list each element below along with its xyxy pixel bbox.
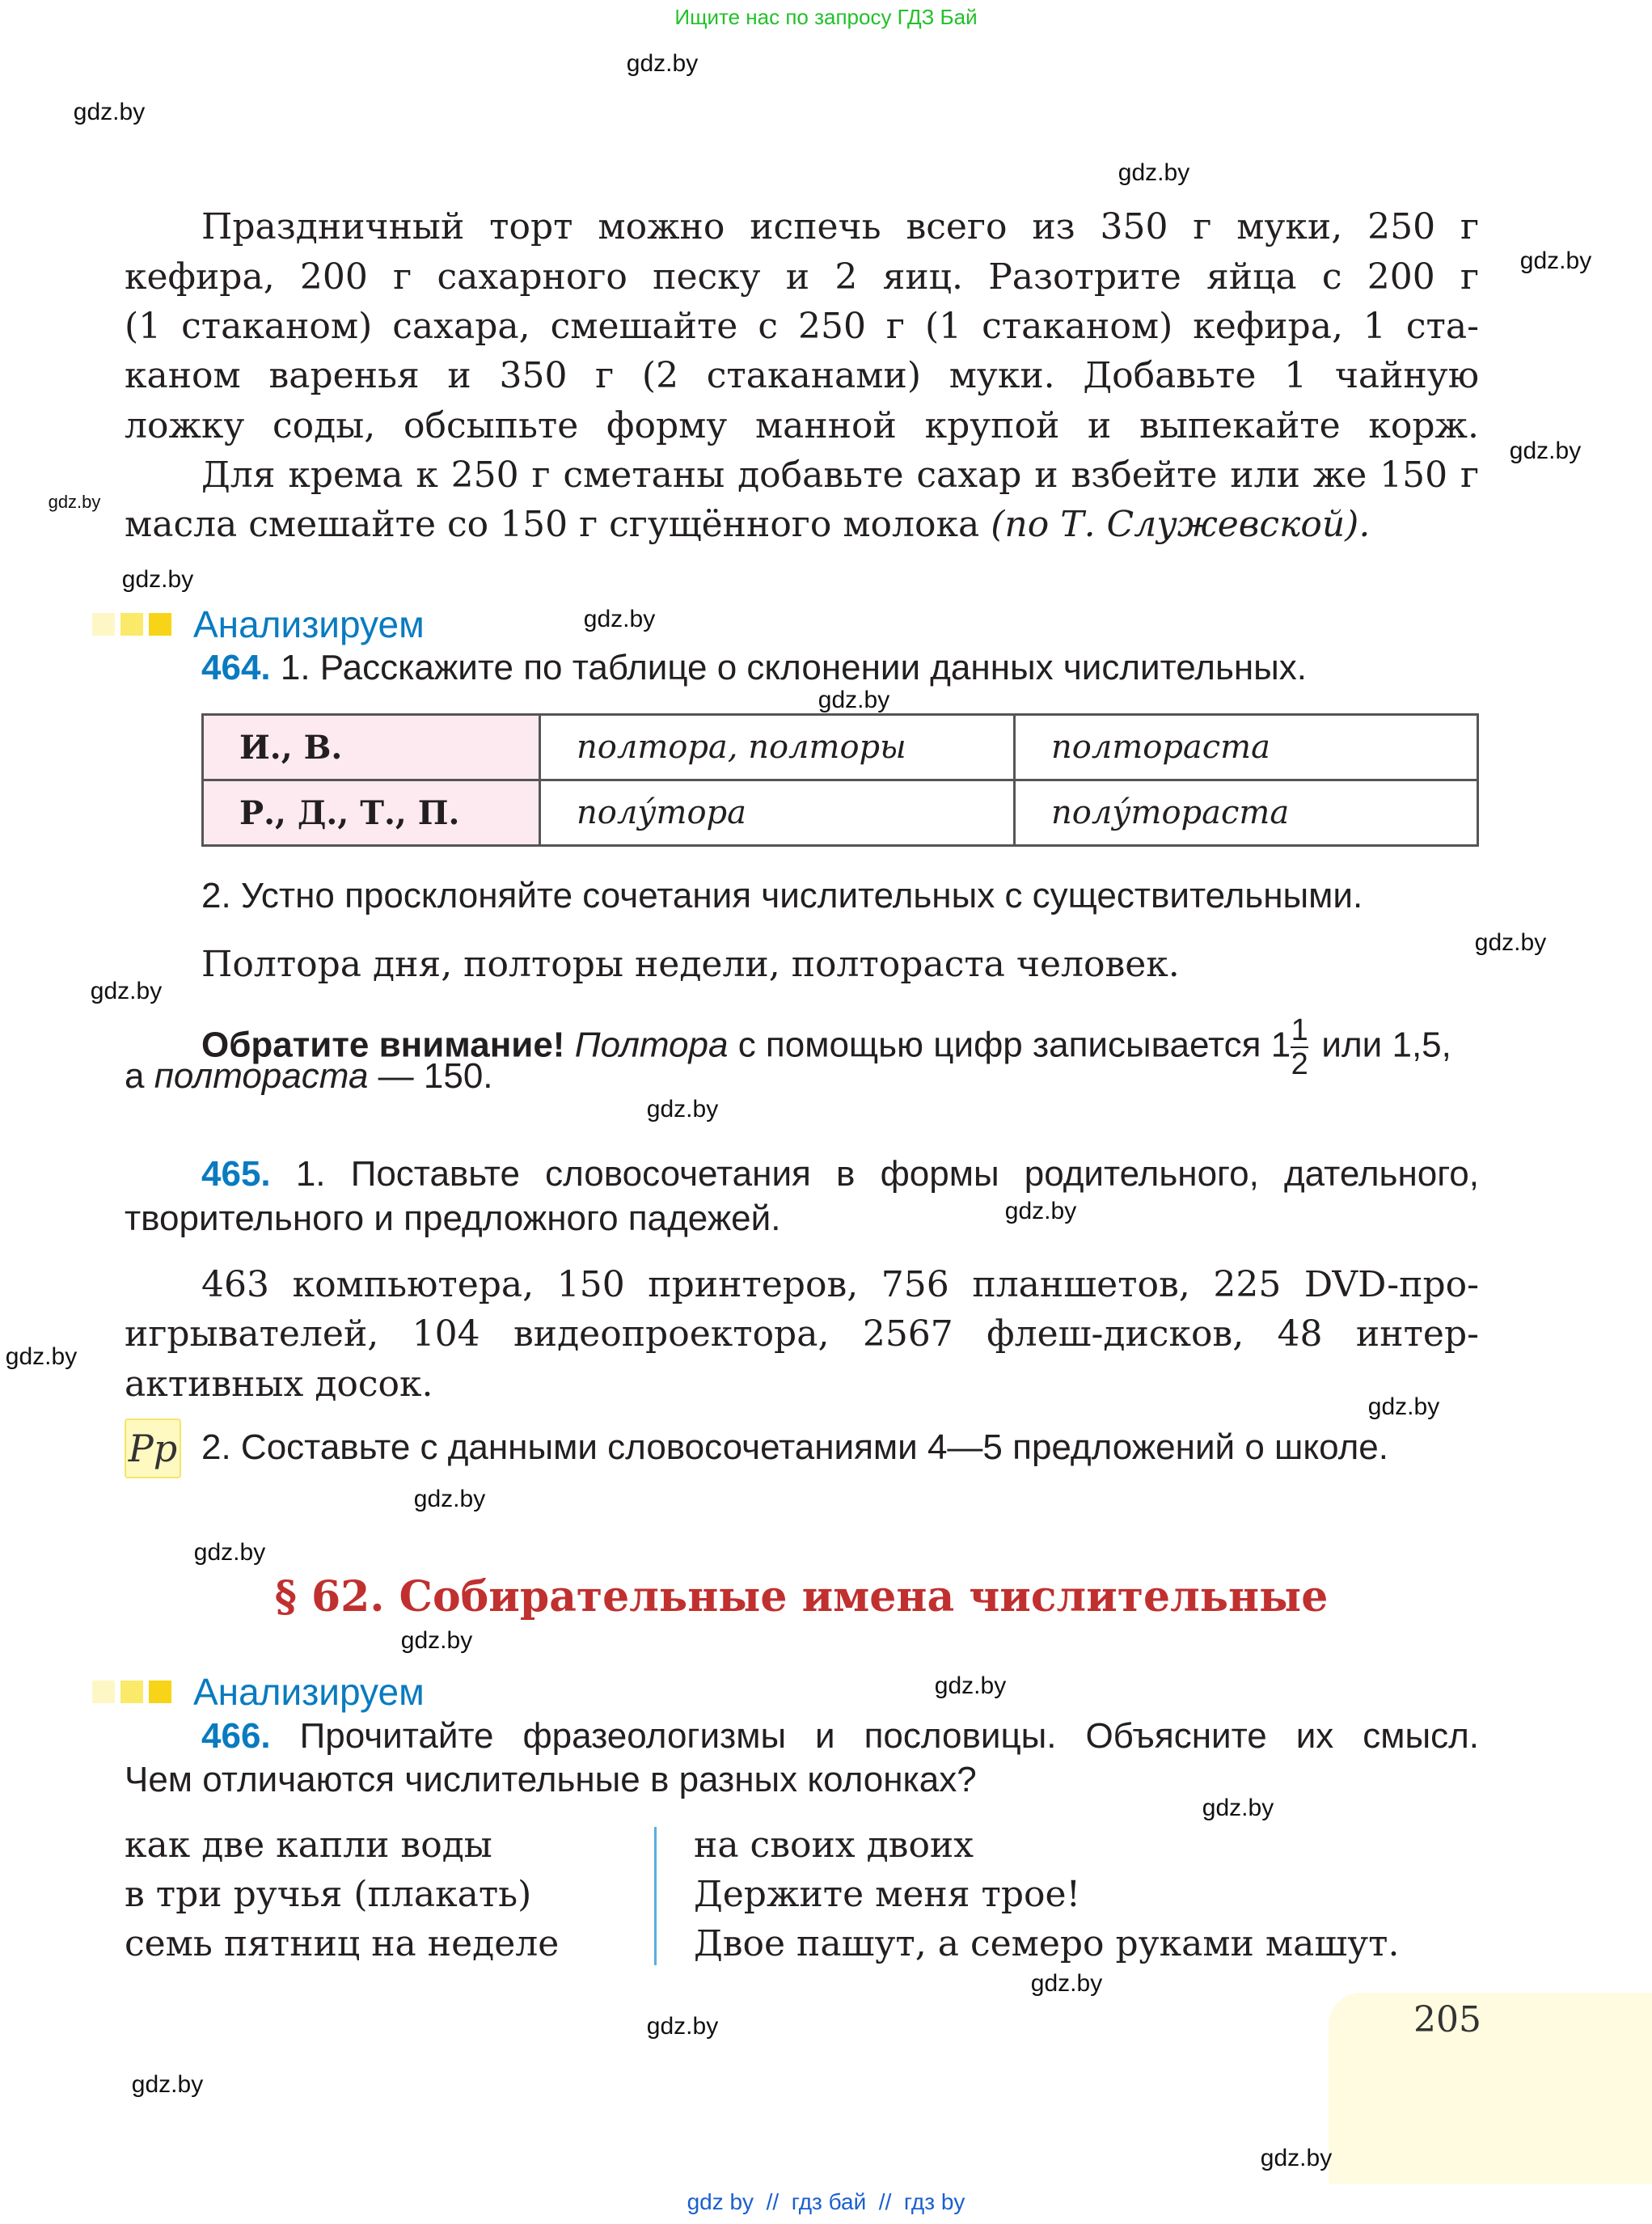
watermark: gdz.by [1519, 247, 1592, 274]
example-phrases: Полтора дня, полторы недели, полтораста человек. [201, 944, 1180, 985]
footer-links[interactable]: gdz by // гдз бай // гдз by [687, 2189, 965, 2214]
analyze-heading [92, 600, 425, 649]
left-phrase: в три ручья (плакать) [125, 1874, 532, 1915]
declension-table [201, 713, 1479, 847]
exercise-466-task-line2: Чем отличаются числительные в разных колонках? [125, 1760, 977, 1799]
note-bold: Обратите внимание! [201, 1025, 565, 1065]
page-number: 205 [1413, 1999, 1481, 2040]
exercise-number: 465. [201, 1154, 271, 1194]
table-cell: полтора, полторы [540, 715, 1015, 780]
square-icon [92, 613, 115, 636]
exercise-466-task [201, 1718, 1479, 1755]
task-text: 1. Поставьте словосочетания в формы родительного, дательного, [295, 1154, 1479, 1194]
exercise-464-task1 [201, 649, 1307, 687]
table-cell: полу́тораста [1015, 780, 1478, 846]
watermark: gdz.by [413, 1486, 486, 1512]
watermark: gdz.by [400, 1627, 473, 1654]
watermark: gdz.by [1030, 1970, 1103, 1997]
watermark: gdz.by [626, 50, 699, 77]
watermark: gdz.by [934, 1672, 1007, 1699]
task-text: 1. Расскажите по таблице о склонении данных числительных. [280, 648, 1308, 687]
exercise-465-task1 [201, 1156, 1479, 1193]
watermark: gdz.by [121, 566, 194, 593]
section-title: § 62. Собирательные имена числительные [274, 1572, 1329, 1621]
left-phrase: как две капли воды [125, 1824, 492, 1866]
square-icon [149, 1681, 171, 1703]
text-line: Праздничный торт можно испечь всего из 350 г муки, 250 г [201, 206, 1479, 247]
speech-development-icon: Pp [125, 1419, 181, 1478]
watermark: gdz.by [646, 1096, 719, 1123]
note-text: с помощью цифр записывается 1 [728, 1025, 1291, 1065]
watermark: gdz.by [5, 1343, 78, 1370]
table-row [203, 715, 1478, 780]
search-hint[interactable]: Ищите нас по запросу ГДЗ Бай [674, 5, 978, 29]
text-line: Для крема к 250 г сметаны добавьте сахар и взбейте или же 150 г [201, 455, 1479, 496]
table-row [203, 780, 1478, 846]
square-icon [120, 613, 143, 636]
fraction-denominator: 2 [1291, 1047, 1308, 1081]
square-icon [92, 1681, 115, 1703]
watermark: gdz.by [1118, 159, 1190, 186]
exercise-464-task2: 2. Устно просклоняйте сочетания числительных с существительными. [201, 876, 1363, 915]
watermark: gdz.by [1202, 1795, 1274, 1821]
task-text: Прочитайте фразеологизмы и пословицы. Объясните их смысл. [299, 1716, 1479, 1756]
square-icon [149, 613, 171, 636]
source-attribution: (по Т. Служевской). [991, 504, 1371, 545]
note-italic: полтораста [154, 1056, 369, 1096]
watermark: gdz.by [1509, 438, 1582, 464]
watermark: gdz.by [646, 2013, 719, 2040]
watermark: gdz.by [90, 978, 163, 1004]
table-cell: полтораста [1015, 715, 1478, 780]
text-line: активных досок. [125, 1364, 433, 1405]
text-line: (1 стаканом) сахара, смешайте с 250 г (1 стаканом) кефира, 1 ста- [125, 306, 1479, 347]
fraction [1291, 1014, 1308, 1080]
text-line: 463 компьютера, 150 принтеров, 756 планшетов, 225 DVD-про- [201, 1264, 1479, 1305]
watermark: gdz.by [1474, 929, 1547, 956]
watermark: gdz.by [818, 687, 890, 713]
right-phrase: Держите меня трое! [694, 1874, 1081, 1915]
watermark: gdz.by [1367, 1393, 1440, 1420]
right-phrase: на своих двоих [694, 1824, 974, 1866]
left-phrase: семь пятниц на неделе [125, 1923, 560, 1964]
exercise-465-task2: 2. Составьте с данными словосочетаниями 4—5 предложений о школе. [201, 1427, 1388, 1467]
case-cell: И., В. [203, 715, 540, 780]
watermark: gdz.by [1004, 1198, 1077, 1224]
note-text: — 150. [368, 1056, 493, 1096]
text-line: ложку соды, обсыпьте форму манной крупой и выпекайте корж. [125, 405, 1479, 446]
watermark: gdz.by [73, 99, 146, 125]
text-line: каном варенья и 350 г (2 стаканами) муки. Добавьте 1 чайную [125, 355, 1479, 396]
analyze-label: Анализируем [193, 1671, 425, 1713]
case-cell: Р., Д., Т., П. [203, 780, 540, 846]
analyze-heading [92, 1668, 425, 1716]
right-phrase: Двое пашут, а семеро руками машут. [694, 1923, 1400, 1964]
column-divider [654, 1827, 657, 1965]
watermark: gdz.by [1260, 2145, 1333, 2171]
analyze-label: Анализируем [193, 603, 425, 645]
attention-note-line2 [125, 1058, 493, 1095]
fraction-numerator: 1 [1291, 1013, 1308, 1047]
page-number-tab [1329, 1993, 1652, 2184]
text-line [125, 506, 1370, 543]
square-icon [120, 1681, 143, 1703]
note-italic: Полтора [574, 1025, 729, 1065]
watermark: gdz.by [193, 1539, 266, 1566]
exercise-number: 464. [201, 648, 271, 687]
exercise-number: 466. [201, 1716, 271, 1756]
note-text: а [125, 1056, 154, 1096]
text-line: кефира, 200 г сахарного песку и 2 яиц. Разотрите яйца с 200 г [125, 256, 1479, 298]
text-line: игрывателей, 104 видеопроектора, 2567 флеш-дисков, 48 интер- [125, 1313, 1479, 1355]
text-line-content: масла смешайте со 150 г сгущённого молока [125, 504, 980, 545]
watermark: gdz.by [48, 492, 101, 512]
note-text: или 1,5, [1312, 1025, 1451, 1065]
watermark: gdz.by [131, 2071, 204, 2098]
watermark: gdz.by [583, 606, 656, 632]
table-cell: полу́тора [540, 780, 1015, 846]
exercise-465-task1-line2: творительного и предложного падежей. [125, 1199, 781, 1238]
